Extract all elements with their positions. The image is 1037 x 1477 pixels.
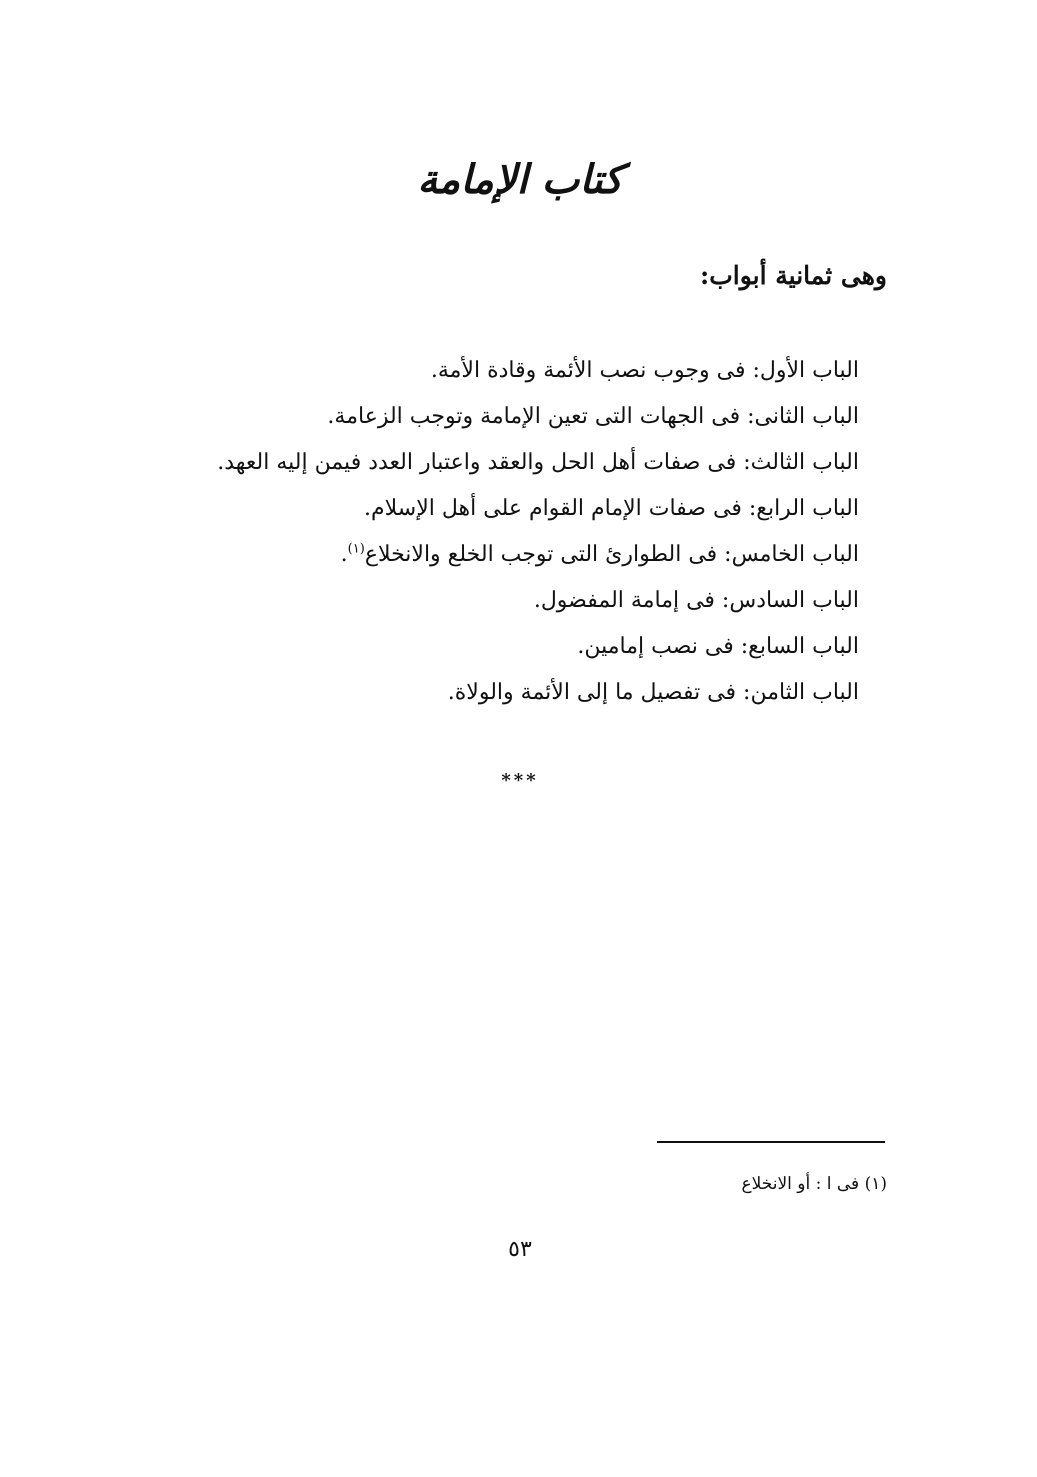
footnote-divider xyxy=(657,1141,885,1143)
chapter-1-text: الباب الأول: فى وجوب نصب الأئمة وقادة الأمة. xyxy=(430,358,859,383)
footnote: (١) فى ا : أو الانخلاع xyxy=(741,1174,887,1194)
chapter-7 xyxy=(239,624,859,670)
chapter-6 xyxy=(239,578,859,624)
chapter-6-text: الباب السادس: فى إمامة المفضول. xyxy=(533,588,859,613)
footnote-reference: (١) xyxy=(347,541,365,557)
section-separator: *** xyxy=(501,770,539,791)
page-number: ٥٣ xyxy=(508,1237,532,1262)
chapter-2-text: الباب الثانى: فى الجهات التى تعين الإمامة وتوجب الزعامة. xyxy=(327,404,859,429)
chapter-5-text: الباب الخامس: فى الطوارئ التى توجب الخلع والانخلاع xyxy=(364,542,859,567)
chapter-3-text: الباب الثالث: فى صفات أهل الحل والعقد واعتبار العدد فيمن إليه العهد. xyxy=(217,450,859,475)
book-title: كتاب الإمامة xyxy=(417,157,623,203)
chapter-8-text: الباب الثامن: فى تفصيل ما إلى الأئمة والولاة. xyxy=(447,680,859,705)
chapter-4 xyxy=(239,486,859,532)
chapters-intro: وهى ثمانية أبواب: xyxy=(700,261,887,290)
chapter-5-end: . xyxy=(340,542,348,567)
chapter-1 xyxy=(239,348,859,394)
chapter-3 xyxy=(217,440,859,486)
chapter-5 xyxy=(239,532,859,578)
chapter-4-text: الباب الرابع: فى صفات الإمام القوام على أهل الإسلام. xyxy=(364,496,859,521)
chapter-list xyxy=(217,348,859,716)
chapter-8 xyxy=(239,670,859,716)
chapter-2 xyxy=(239,394,859,440)
chapter-7-text: الباب السابع: فى نصب إمامين. xyxy=(577,634,859,659)
